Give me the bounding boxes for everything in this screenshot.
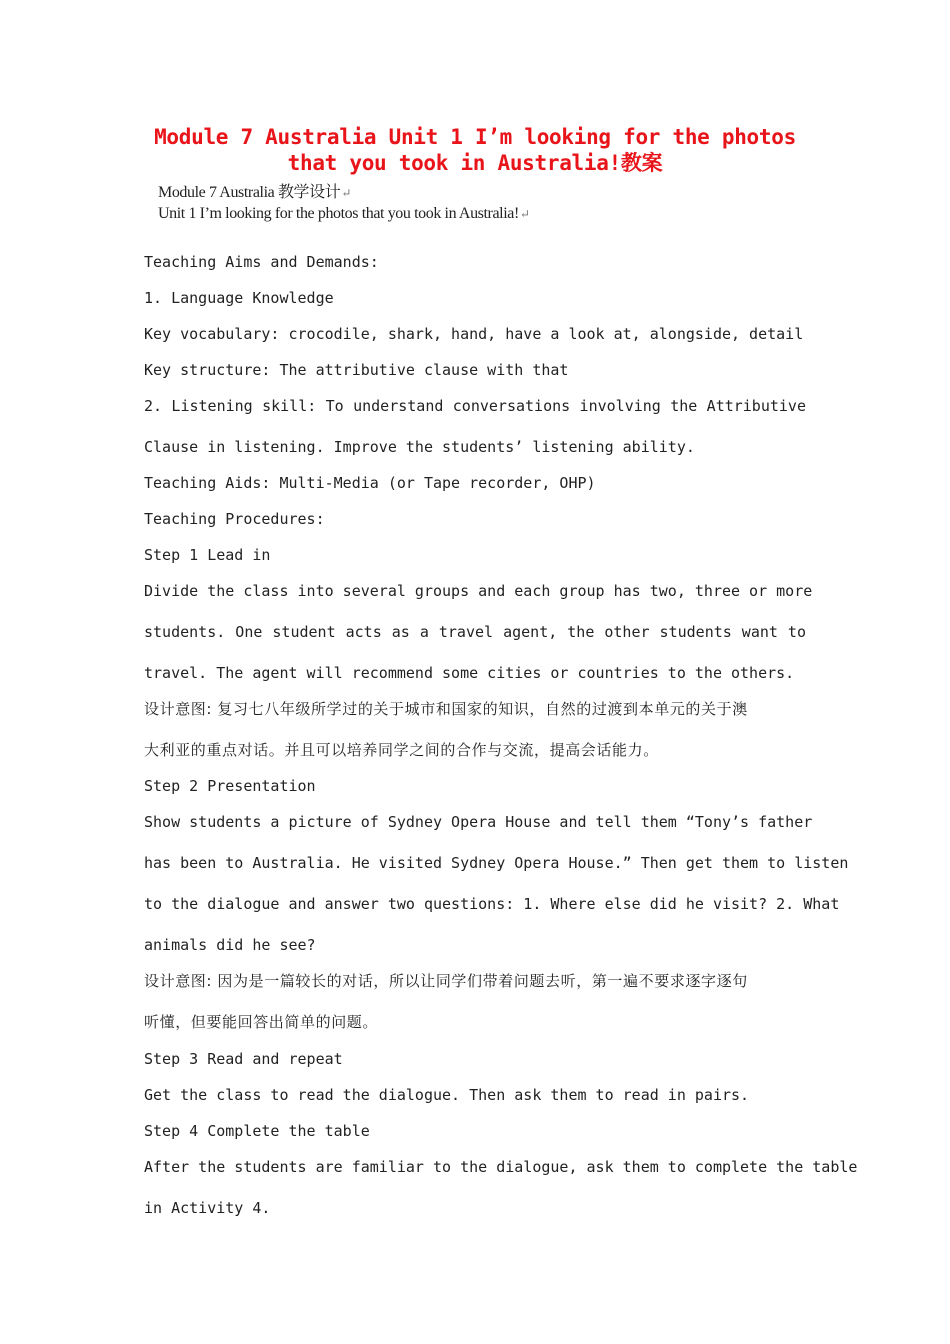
heading-language-knowledge: 1. Language Knowledge bbox=[144, 289, 334, 307]
text-step-4-line-1: After the students are familiar to the dialogue, ask them to complete the table bbox=[144, 1158, 858, 1176]
text-key-vocabulary: Key vocabulary: crocodile, shark, hand, have a look at, alongside, detail bbox=[144, 325, 804, 343]
header-image-line-1 bbox=[158, 179, 351, 202]
text-step-2-line-1: Show students a picture of Sydney Opera House and tell them “Tony’s father bbox=[144, 813, 813, 831]
text-step-2-line-4: animals did he see? bbox=[144, 936, 316, 954]
text-step-2-line-2: has been to Australia. He visited Sydney Opera House.” Then get them to listen bbox=[144, 854, 849, 872]
design-intent-1-line-2: 大利亚的重点对话。并且可以培养同学之间的合作与交流，提高会话能力。 bbox=[144, 741, 659, 759]
text-step-4-line-2: in Activity 4. bbox=[144, 1199, 271, 1217]
header-image-line-2-text: Unit 1 I’m looking for the photos that you took in Australia! bbox=[158, 205, 519, 222]
heading-step-1: Step 1 Lead in bbox=[144, 546, 271, 564]
heading-step-4: Step 4 Complete the table bbox=[144, 1122, 370, 1140]
heading-teaching-procedures: Teaching Procedures: bbox=[144, 510, 325, 528]
paragraph-mark-icon: ↵ bbox=[519, 207, 530, 221]
heading-step-2: Step 2 Presentation bbox=[144, 777, 316, 795]
paragraph-mark-icon: ↵ bbox=[341, 186, 351, 200]
text-listening-skill-cont: Clause in listening. Improve the students’ listening ability. bbox=[144, 438, 695, 456]
text-step-1-line-1: Divide the class into several groups and each group has two, three or more bbox=[144, 582, 813, 600]
text-step-1-line-3: travel. The agent will recommend some cities or countries to the others. bbox=[144, 664, 795, 682]
header-image-line-1-text: Module 7 Australia 教学设计 bbox=[158, 184, 341, 201]
header-image-line-2 bbox=[158, 205, 530, 223]
design-intent-1-line-1: 设计意图: 复习七八年级所学过的关于城市和国家的知识，自然的过渡到本单元的关于澳 bbox=[144, 700, 748, 718]
document-title: Module 7 Australia Unit 1 I’m looking for the photos that you took in Australia!教案 bbox=[154, 125, 796, 175]
design-intent-2-line-1: 设计意图: 因为是一篇较长的对话，所以让同学们带着问题去听，第一遍不要求逐字逐句 bbox=[144, 972, 748, 990]
text-step-1-line-2: students. One student acts as a travel agent, the other students want to bbox=[144, 623, 806, 641]
text-listening-skill: 2. Listening skill: To understand conversations involving the Attributive bbox=[144, 397, 806, 415]
text-step-3: Get the class to read the dialogue. Then ask them to read in pairs. bbox=[144, 1086, 750, 1104]
text-teaching-aids: Teaching Aids: Multi-Media (or Tape recorder, OHP) bbox=[144, 474, 596, 492]
text-key-structure: Key structure: The attributive clause with that bbox=[144, 361, 569, 379]
heading-step-3: Step 3 Read and repeat bbox=[144, 1050, 343, 1068]
text-step-2-line-3: to the dialogue and answer two questions: 1. Where else did he visit? 2. What bbox=[144, 895, 840, 913]
heading-teaching-aims: Teaching Aims and Demands: bbox=[144, 253, 379, 271]
design-intent-2-line-2: 听懂，但要能回答出简单的问题。 bbox=[144, 1013, 379, 1031]
